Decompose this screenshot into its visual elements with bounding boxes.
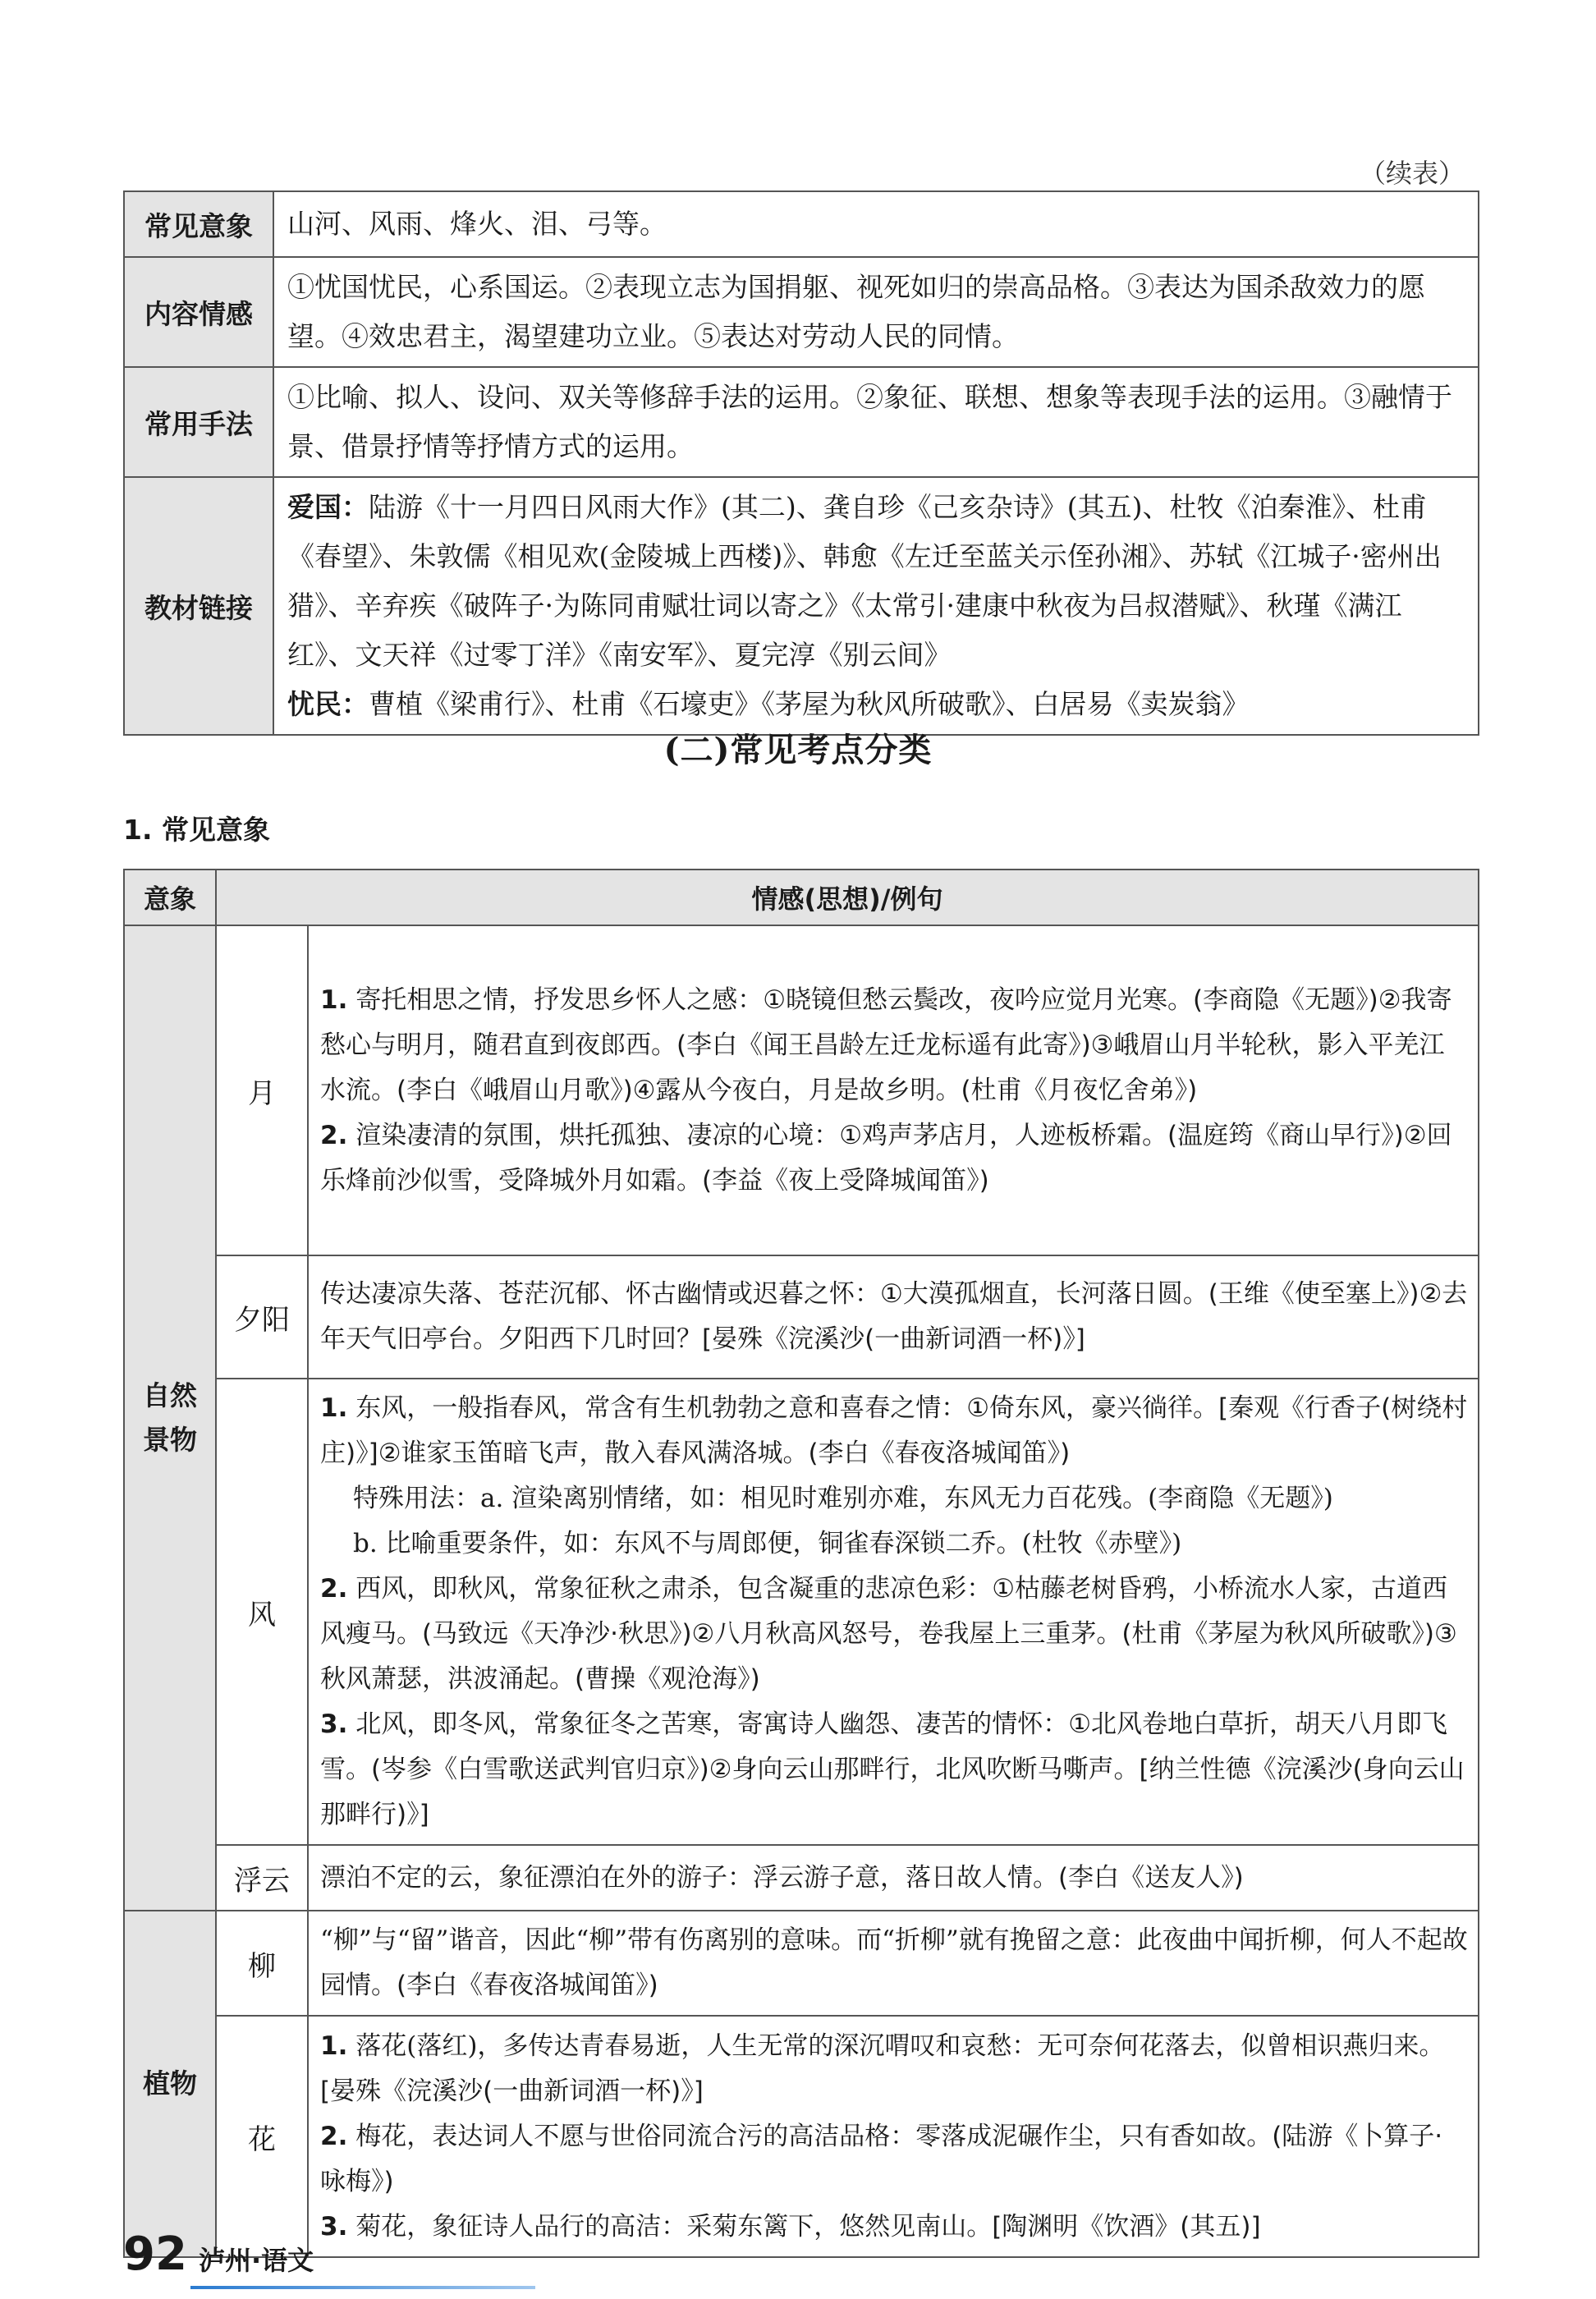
category-plants: 植物	[124, 1911, 216, 2257]
entry-number: 3.	[320, 1709, 348, 1739]
wind-entry-2	[320, 1567, 1468, 1702]
table-header	[124, 870, 1479, 925]
entry-example: ①枯藤老树昏鸦，小桥流水人家，古道西风瘦马。(马致远《天净沙·秋思》)②八月秋高风怒号，卷我屋上三重茅。(杜甫《茅屋为秋风所破歌》)③秋风萧瑟，洪波涌起。(曹操《观沧海》)	[320, 1574, 1457, 1694]
textbook-people	[287, 680, 1466, 729]
entry-example: ①大漠孤烟直，长河落日圆。(王维《使至塞上》)②去年天气旧亭台。夕阳西下几时回？[晏殊《浣溪沙(一曲新词酒一杯)》]	[320, 1279, 1468, 1354]
category-nature: 自然 景物	[124, 925, 216, 1911]
header-imagery: 意象	[124, 870, 216, 925]
entry-text: “柳”与“留”谐音，因此“柳”带有伤离别的意味。而“折柳”就有挽留之意：	[320, 1925, 1137, 1955]
book-title: 泸州·语文	[198, 2245, 314, 2276]
table-row	[124, 257, 1479, 367]
imagery-table	[123, 869, 1479, 2258]
imagery-moon: 月	[216, 925, 308, 1255]
cloud-content	[308, 1845, 1479, 1911]
wind-entry-1	[320, 1386, 1468, 1476]
entry-text: 漂泊不定的云，象征漂泊在外的游子：	[320, 1862, 753, 1893]
row-text	[273, 477, 1479, 735]
imagery-wind: 风	[216, 1379, 308, 1845]
summary-table	[123, 190, 1479, 736]
entry-example: ①鸡声茅店月，人迹板桥霜。(温庭筠《商山早行》)②回乐烽前沙似雪，受降城外月如霜。(李益《夜上受降城闻笛》)	[320, 1120, 1452, 1195]
sunset-content	[308, 1255, 1479, 1379]
flower-entry-3	[320, 2205, 1468, 2250]
flower-entry-2	[320, 2114, 1468, 2205]
section-title: (二)常见考点分类	[663, 731, 933, 769]
row-label: 常用手法	[124, 367, 273, 477]
entry-text: 西风，即秋风，常象征秋之肃杀，包含凝重的悲凉色彩：	[355, 1574, 993, 1604]
entry-text: 寄托相思之情，抒发思乡怀人之感：	[355, 984, 764, 1015]
people-list: 曹植《梁甫行》、杜甫《石壕吏》《茅屋为秋风所破歌》、白居易《卖炭翁》	[369, 688, 1250, 720]
entry-number: 2.	[320, 2121, 348, 2151]
row-label: 常见意象	[124, 191, 273, 257]
entry-example: 浮云游子意，落日故人情。(李白《送友人》)	[753, 1862, 1244, 1893]
table-row	[124, 1911, 1479, 2016]
wind-entry-3	[320, 1702, 1468, 1838]
imagery-sunset: 夕阳	[216, 1255, 308, 1379]
table-row	[124, 1379, 1479, 1845]
entry-example: 无可奈何花落去，似曾相识燕归来。[晏殊《浣溪沙(一曲新词酒一杯)》]	[320, 2031, 1445, 2106]
table-row	[124, 477, 1479, 735]
imagery-cloud: 浮云	[216, 1845, 308, 1911]
moon-entry-1	[320, 978, 1468, 1113]
moon-entry-2	[320, 1113, 1468, 1204]
page-number: 92	[123, 2228, 187, 2281]
row-label: 教材链接	[124, 477, 273, 735]
entry-text: 梅花，表达词人不愿与世俗同流合污的高洁品格：	[355, 2121, 916, 2151]
entry-number: 1.	[320, 984, 348, 1015]
imagery-flower: 花	[216, 2016, 308, 2257]
header-emotion: 情感(思想)/例句	[216, 870, 1479, 925]
table-row	[124, 191, 1479, 257]
tag-people: 忧民：	[287, 688, 369, 720]
moon-content	[308, 925, 1479, 1255]
row-label: 内容情感	[124, 257, 273, 367]
row-text: 山河、风雨、烽火、泪、弓等。	[273, 191, 1479, 257]
entry-text: 传达凄凉失落、苍茫沉郁、怀古幽情或迟暮之怀：	[320, 1279, 880, 1309]
continuation-note: （续表）	[1359, 158, 1465, 189]
entry-example: ①北风卷地白草折，胡天八月即飞雪。(岑参《白雪歌送武判官归京》)②身向云山那畔行，北风吹断马嘶声。[纳兰性德《浣溪沙(身向云山那畔行)》]	[320, 1709, 1465, 1829]
entry-number: 2.	[320, 1120, 348, 1150]
entry-example: 零落成泥碾作尘，只有香如故。(陆游《卜算子·咏梅》)	[320, 2121, 1443, 2196]
entry-text: 东风，一般指春风，常含有生机勃勃之意和喜春之情：	[355, 1393, 967, 1423]
entry-number: 1.	[320, 2031, 348, 2061]
entry-text: 落花(落红)，多传达青春易逝，人生无常的深沉喟叹和哀愁：	[355, 2031, 1038, 2061]
wind-special-b: b. 比喻重要条件，如：东风不与周郎便，铜雀春深锁二乔。(杜牧《赤壁》)	[353, 1529, 1182, 1558]
table-row	[124, 925, 1479, 1255]
willow-content	[308, 1911, 1479, 2016]
entry-number: 2.	[320, 1574, 348, 1604]
tag-patriotic: 爱国：	[287, 491, 369, 523]
imagery-willow: 柳	[216, 1911, 308, 2016]
entry-number: 3.	[320, 2211, 348, 2242]
entry-text: 菊花，象征诗人品行的高洁：	[355, 2211, 687, 2242]
row-text: ①忧国忧民，心系国运。②表现立志为国捐躯、视死如归的崇高品格。③表达为国杀敌效力的愿望。④效忠君主，渴望建功立业。⑤表达对劳动人民的同情。	[273, 257, 1479, 367]
table-row	[124, 1255, 1479, 1379]
entry-example: 此夜曲中闻折柳，何人不起故园情。(李白《春夜洛城闻笛》)	[320, 1925, 1468, 2000]
patriotic-list: 陆游《十一月四日风雨大作》(其二)、龚自珍《己亥杂诗》(其五)、杜牧《泊秦淮》、杜甫《春望》、朱敦儒《相见欢(金陵城上西楼)》、韩愈《左迁至蓝关示侄孙湘》、苏轼《江城子·密州出猎》、辛弃疾《破阵子·为陈同甫赋壮词以寄之》《太常引·建康中秋夜为吕叔潜赋》、秋瑾《满江红》、文天祥《过零丁洋》《南安军》、夏完淳《别云间》	[287, 491, 1442, 671]
textbook-patriotic	[287, 483, 1466, 680]
wind-content	[308, 1379, 1479, 1845]
entry-text: 北风，即冬风，常象征冬之苦寒，寄寓诗人幽怨、凄苦的情怀：	[355, 1709, 1069, 1739]
table-row	[124, 2016, 1479, 2257]
table-row	[124, 367, 1479, 477]
sub-heading: 1. 常见意象	[123, 814, 270, 846]
entry-text: 渲染凄清的氛围，烘托孤独、凄凉的心境：	[355, 1120, 840, 1150]
row-text: ①比喻、拟人、设问、双关等修辞手法的运用。②象征、联想、想象等表现手法的运用。③融情于景、借景抒情等抒情方式的运用。	[273, 367, 1479, 477]
table-row	[124, 1845, 1479, 1911]
flower-content	[308, 2016, 1479, 2257]
entry-example: 采菊东篱下，悠然见南山。[陶渊明《饮酒》(其五)]	[686, 2211, 1261, 2242]
entry-number: 1.	[320, 1393, 348, 1423]
wind-special-a: 特殊用法：a. 渲染离别情绪，如：相见时难别亦难，东风无力百花残。(李商隐《无题》)	[353, 1484, 1333, 1513]
entry-example: ①倚东风，豪兴徜徉。[秦观《行香子(树绕村庄)》]②谁家玉笛暗飞声，散入春风满洛城。(李白《春夜洛城闻笛》)	[320, 1393, 1468, 1468]
page-footer	[123, 2228, 314, 2281]
entry-example: ①晓镜但愁云鬓改，夜吟应觉月光寒。(李商隐《无题》)②我寄愁心与明月，随君直到夜郎西。(李白《闻王昌龄左迁龙标遥有此寄》)③峨眉山月半轮秋，影入平羌江水流。(李白《峨眉山月歌》)④露从今夜白，月是故乡明。(杜甫《月夜忆舍弟》)	[320, 984, 1452, 1105]
footer-rule	[190, 2286, 535, 2289]
flower-entry-1	[320, 2024, 1468, 2114]
